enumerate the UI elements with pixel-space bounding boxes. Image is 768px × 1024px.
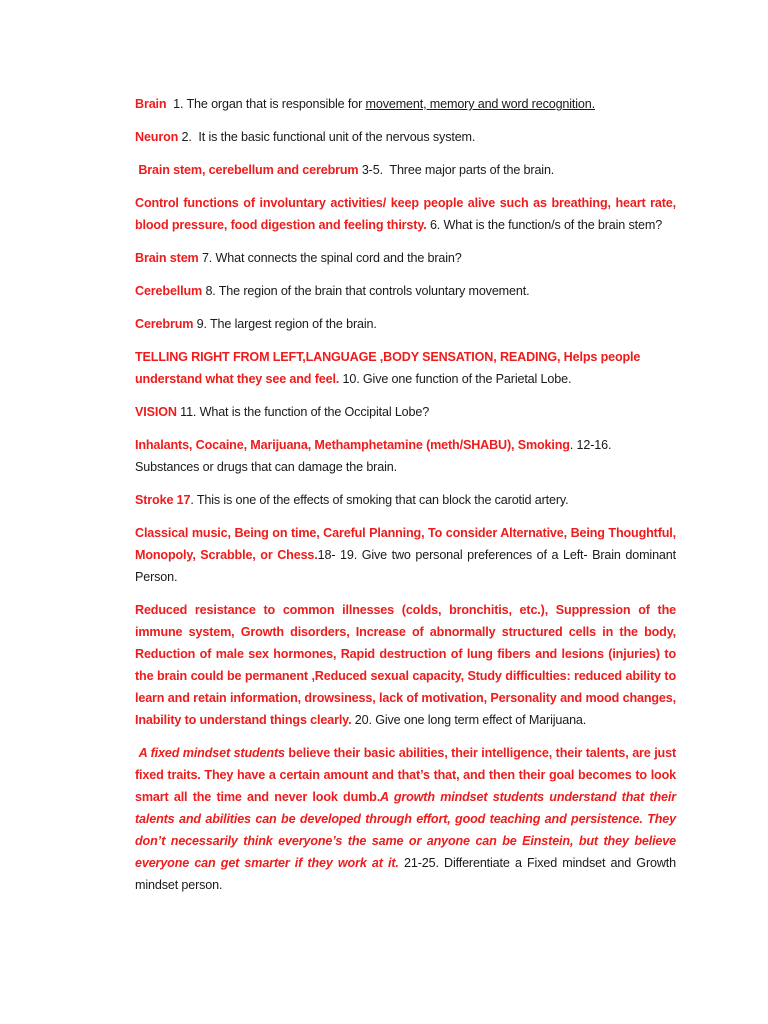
question-text: . 12-16. Substances or drugs that can damage the brain.: [135, 438, 612, 474]
question-text: 6. What is the function/s of the brain stem?: [426, 218, 663, 232]
qa-item-5: [135, 247, 676, 269]
answer-text: believe their basic abilities, their intelligence, their talents, are just fixed traits. They have a certain amount and that’s that, and then their goal becomes to look smart all the time and never look dumb.: [135, 746, 676, 804]
question-text: 9. The largest region of the brain.: [193, 317, 377, 331]
answer-italic-phrase: A growth mindset students understand that their talents and abilities can be developed through effort, good teaching and persistence. They don’t necessarily think everyone’s the same or anyone can be Einstein, but they believe everyone can get smarter if they work at it.: [135, 790, 676, 870]
underlined-phrase: movement, memory and word recognition.: [365, 97, 595, 111]
answer-text: VISION: [135, 405, 177, 419]
answer-text: Stroke 17: [135, 493, 191, 507]
qa-item-13: [135, 599, 676, 731]
qa-item-4: [135, 192, 676, 236]
answer-italic-phrase: A fixed mindset students: [135, 746, 285, 760]
qa-item-7: [135, 313, 676, 335]
question-text: 7. What connects the spinal cord and the brain?: [198, 251, 462, 265]
qa-item-8: [135, 346, 676, 390]
qa-item-3: [135, 159, 676, 181]
question-text: 8. The region of the brain that controls voluntary movement.: [202, 284, 530, 298]
question-text: 10. Give one function of the Parietal Lobe.: [339, 372, 572, 386]
answer-text: Neuron: [135, 130, 179, 144]
qa-item-12: [135, 522, 676, 588]
question-text: 1. The organ that is responsible for: [166, 97, 366, 111]
qa-item-1: [135, 93, 676, 115]
answer-text: Cerebrum: [135, 317, 194, 331]
question-text: . This is one of the effects of smoking that can block the carotid artery.: [190, 493, 569, 507]
answer-text: Brain stem: [135, 251, 199, 265]
qa-item-9: [135, 401, 676, 423]
qa-item-14: [135, 742, 676, 896]
answer-text: TELLING RIGHT FROM LEFT,LANGUAGE ,BODY SENSATION, READING, Helps people understand what they see and feel.: [135, 350, 641, 386]
answer-text: Inhalants, Cocaine, Marijuana, Methamphetamine (meth/SHABU), Smoking: [135, 438, 570, 452]
answer-text: Brain: [135, 97, 167, 111]
answer-text: Cerebellum: [135, 284, 203, 298]
question-text: 21-25. Differentiate a Fixed mindset and Growth mindset person.: [135, 856, 676, 892]
question-text: 2. It is the basic functional unit of the nervous system.: [178, 130, 476, 144]
answer-text: Control functions of involuntary activities/ keep people alive such as breathing, heart rate, blood pressure, food digestion and feeling thirsty.: [135, 196, 676, 232]
qa-item-6: [135, 280, 676, 302]
answer-text: Reduced resistance to common illnesses (colds, bronchitis, etc.), Suppression of the immune system, Growth disorders, Increase of abnormally structured cells in the body, Reduction of male sex hormones, Rapid destruction of lung fibers and lesions (injuries) to the brain could be permanent ,Reduced sexual capacity, Study difficulties: reduced ability to learn and retain information, drowsiness, lack of motivation, Personality and mood changes, Inability to understand things clearly.: [135, 603, 676, 727]
answer-text: Brain stem, cerebellum and cerebrum: [135, 163, 359, 177]
question-text: 3-5. Three major parts of the brain.: [358, 163, 555, 177]
qa-item-2: [135, 126, 676, 148]
question-text: 20. Give one long term effect of Marijuana.: [351, 713, 587, 727]
qa-item-11: [135, 489, 676, 511]
answer-text: Classical music, Being on time, Careful Planning, To consider Alternative, Being Thoughtful, Monopoly, Scrabble, or Chess.: [135, 526, 676, 562]
qa-item-10: [135, 434, 676, 478]
question-text: 11. What is the function of the Occipital Lobe?: [176, 405, 430, 419]
question-text: 18- 19. Give two personal preferences of a Left- Brain dominant Person.: [135, 548, 676, 584]
